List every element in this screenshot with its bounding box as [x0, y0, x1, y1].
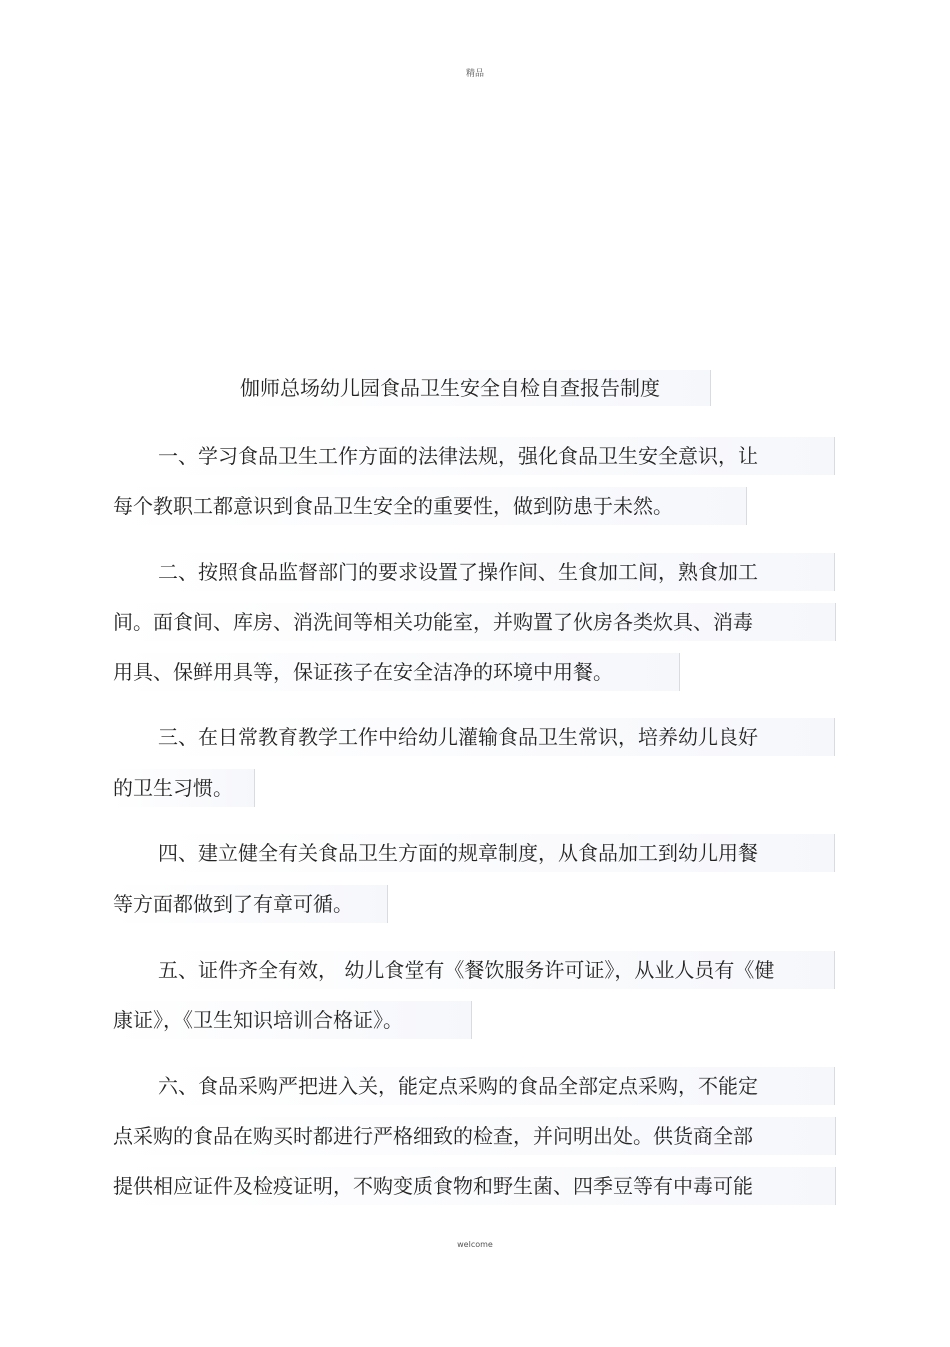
paragraph-1-line-1: 一、学习食品卫生工作方面的法律法规，强化食品卫生安全意识，让	[158, 437, 835, 475]
paragraph-4-line-2: 等方面都做到了有章可循。	[113, 885, 388, 923]
paragraph-2-line-2: 间。面食间、库房、消洗间等相关功能室，并购置了伙房各类炊具、消毒	[113, 603, 836, 641]
paragraph-4-line-1: 四、建立健全有关食品卫生方面的规章制度，从食品加工到幼儿用餐	[158, 834, 835, 872]
page-header: 精品	[465, 69, 484, 79]
document-title: 伽师总场幼儿园食品卫生安全自检自查报告制度	[240, 370, 711, 406]
paragraph-2-line-3: 用具、保鲜用具等，保证孩子在安全洁净的环境中用餐。	[113, 653, 680, 691]
paragraph-6-line-1: 六、食品采购严把进入关，能定点采购的食品全部定点采购，不能定	[158, 1067, 835, 1105]
paragraph-1-line-2: 每个教职工都意识到食品卫生安全的重要性，做到防患于未然。	[113, 487, 747, 525]
page-footer: welcome	[457, 1240, 493, 1249]
paragraph-5-line-2: 康证》，《卫生知识培训合格证》。	[113, 1001, 472, 1039]
paragraph-3-line-2: 的卫生习惯。	[113, 769, 255, 807]
paragraph-3-line-1: 三、在日常教育教学工作中给幼儿灌输食品卫生常识，培养幼儿良好	[158, 718, 835, 756]
paragraph-6-line-3: 提供相应证件及检疫证明，不购变质食物和野生菌、四季豆等有中毒可能	[113, 1167, 836, 1205]
paragraph-2-line-1: 二、按照食品监督部门的要求设置了操作间、生食加工间，熟食加工	[158, 553, 835, 591]
paragraph-6-line-2: 点采购的食品在购买时都进行严格细致的检查，并问明出处。供货商全部	[113, 1117, 836, 1155]
paragraph-5-line-1: 五、证件齐全有效， 幼儿食堂有《餐饮服务许可证》，从业人员有《健	[158, 951, 835, 989]
